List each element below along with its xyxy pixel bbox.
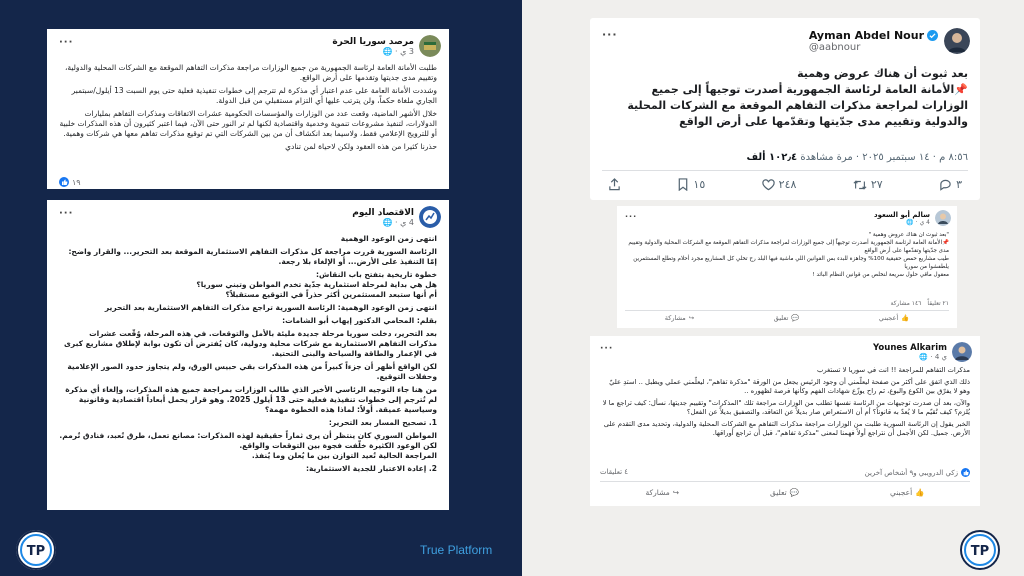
comment-button[interactable]: [774, 314, 800, 322]
tweet-line-2: الأمانة العامة لرئاسة الجمهورية أصدرت توجيهاً إلى جميع الوزارات لمراجعة مذكرات التفاهم الموقعة مع الشركات المحلية والدولية وتقييم مدى جدّيتها وتقدّمها على أرض الواقع: [627, 83, 968, 128]
like-reaction-icon: [961, 468, 970, 477]
divider: [625, 310, 949, 311]
post-author[interactable]: Younes Alkarim: [873, 343, 947, 353]
post-header: مرصد سوريا الحرة 3 ي · 🌐: [332, 35, 441, 57]
avatar[interactable]: [935, 210, 951, 226]
paragraph: بقلم: المحامي الدكتور إيهاب أبو الشامات:: [282, 316, 437, 325]
true-platform-logo: [16, 530, 56, 570]
tweet-views-label: مرة مشاهدة: [797, 152, 853, 163]
like-button[interactable]: [879, 314, 909, 322]
paragraph: طيب مشاريع حمص حقيقية 100% وجاهزة للبدء بس القوانين اللي ماشية فيها البلد رح تخلي كل المشاريع مجرد أحلام وتطلع المستثمرين يلطفشوا من سوريا: [633, 256, 949, 270]
reaction-summary[interactable]: [59, 177, 81, 187]
tweet-timestamp[interactable]: ٨:٥٦ م · ١٤ سبتمبر ٢٠٢٥ ·: [852, 152, 968, 163]
tp-logo-icon: [16, 530, 56, 570]
share-count[interactable]: ١٤٦ مشاركة: [890, 300, 922, 307]
globe-icon: 🌐: [382, 46, 393, 56]
tp-logo-text: TP: [970, 544, 990, 559]
tweet-views: ١٠٢٫٤ ألف: [746, 152, 798, 163]
tweet-meta: [746, 152, 968, 163]
paragraph: ذلك الذي اتفق على أكثر من صفحة ليعلّمني أن وجود الرئيس يجعل من الورقة "مذكرة تفاهم"، ليعلّمني عملي ويطبل .. استدِ عليّ وهو لا يفرّق بين الكوع والبوع، ثم راح يوزّع شهادات الفهم وكأنها فرصة لظهوره ..: [609, 378, 970, 395]
paragraph: خلال الأشهر الماضية، وقعت عدد من الوزارات والمؤسسات الحكومية عشرات الاتفاقات ومذكرات التفاهم بمليارات الدولارات، لتنفيذ مشروعات تنموية وخدمية واقتصادية لكنها لم تر النور حتى الآن، فيما اعتبر كثيرون أن هذه المذكرات خلبية أو للترويج الإعلامي فقط، ولاسيما بعد انكشاف أن من بين الشركات التي تم توقيع مذكرات تفاهم معها هي شركات وهمية.: [59, 109, 437, 138]
true-platform-logo-right: [960, 530, 1000, 570]
like-label: أعجبني: [890, 488, 913, 497]
post-time[interactable]: 3 ي: [400, 46, 414, 56]
paragraph: حذرنا كثيرا من هذه العقود ولكن لاحياة لمن تنادي: [285, 142, 437, 151]
bookmark-icon: [677, 178, 689, 191]
paragraph: لكن الواقع أظهر أن جزءاً كبيراً من هذه المذكرات بقي حبيس الورق، ولم يتجاوز حدود الصور الإعلامية وحفلات التوقيع.: [67, 362, 437, 381]
tp-logo-icon: [960, 530, 1000, 570]
post-body: [59, 234, 437, 506]
post-header: Younes Alkarim 🌐 · 4 ي: [873, 342, 972, 362]
paragraph: المراجعة الحالية تُعيد التوازن بين ما يُعلن وما يُنفذ.: [251, 451, 437, 460]
paragraph: الخبر يقول إن الرئاسة السورية طلبت من الوزارات مراجعة مذكرات التفاهم مع الشركات المحلية والدولية، وتحديد مدى التقدم على الأرض. جميل. لكن الأجمل أن نتراجع أولاً فهمنا لمعنى "مذكرة تفاهم"، قبل أن تراجع أوراقها.: [603, 420, 970, 437]
post-body: [625, 232, 949, 300]
globe-icon: 🌐: [906, 218, 914, 226]
paragraph: انتهى زمن الوعود الوهمية: الرئاسة السورية تراجع مذكرات التفاهم الاستثمارية بعد التحرير: [104, 303, 437, 312]
comment-count[interactable]: ٢١ تعليقاً: [927, 300, 949, 307]
post-actions: [625, 314, 949, 322]
tweet-handle[interactable]: @aabnour: [808, 42, 861, 53]
tweet-line-1: بعد ثبوت أن هناك عروض وهمية: [797, 67, 968, 80]
retweet-icon: [853, 179, 867, 191]
paragraph: بعد التحرير، دخلت سوريا مرحلة جديدة مليئة بالأمل والتوقعات. في هذه المرحلة، وُقّعت عشرات مذكرات التفاهم الاستثمارية مع شركات محلية ودولية، كان يُفترض أن تكون بوابة لإطلاق مشاريع كبرى في الإعمار والطاقة والسياحة والبنى التحتية.: [64, 329, 437, 358]
paragraph: 1. تصحيح المسار بعد التحرير:: [328, 418, 437, 427]
bookmark-button[interactable]: [677, 178, 705, 191]
paragraph: والآن، بعد أن صدرت توجيهات من الرئاسة نفسها تطلب من الوزارات مراجعة تلك "المذكرات" وتقييم جديتها، نسأل: كيف تراجع ما لا يُلزم؟ كيف تُقيّم ما لا يُعدّ به قانوناً؟ أم أن الاستعراض صار بديلاً عن التعاقد، والتصفيق بديلاً عن الفعل؟: [602, 399, 970, 416]
thumbs-up-icon: 👍: [915, 488, 925, 497]
post-author[interactable]: الاقتصاد اليوم: [352, 207, 414, 218]
brand-caption: True Platform: [420, 543, 493, 557]
post-author[interactable]: سالم أبو السعود: [873, 210, 930, 219]
like-label: أعجبني: [878, 314, 899, 322]
divider: [602, 170, 968, 171]
post-stats: [625, 300, 949, 307]
share-label: مشاركة: [664, 314, 686, 322]
more-options-icon[interactable]: ···: [59, 208, 74, 219]
post-body: [600, 366, 970, 464]
reactors-text: زكي الدرويبي و٩ أشخاص آخرين: [864, 468, 958, 477]
retweet-count: ٢٧: [870, 178, 883, 191]
reaction-count: ١٩: [72, 177, 81, 187]
comment-icon: 💬: [789, 488, 800, 497]
like-reaction-icon: [59, 177, 69, 187]
facebook-post-top-left: [47, 29, 449, 189]
share-label: مشاركة: [645, 488, 670, 497]
post-header: الاقتصاد اليوم 4 ي · 🌐: [352, 206, 441, 228]
post-time[interactable]: 4 ي: [919, 218, 930, 226]
paragraph: الرئاسة السورية قررت مراجعة كل مذكرات التفاهم الاستثمارية الموقعة بعد التحرير... والقرار واضح: إمّا التنفيذ على الأرض... أو الإلغاء بلا رجعة.: [68, 247, 437, 266]
more-options-icon[interactable]: ···: [59, 37, 74, 48]
avatar[interactable]: [419, 35, 441, 57]
avatar[interactable]: [419, 206, 441, 228]
avatar[interactable]: [952, 342, 972, 362]
paragraph: من هنا جاء التوجيه الرئاسي الأخير الذي طالب الوزارات بمراجعة جميع هذه المذكرات، وإلغاء أي مذكرة لم تُترجم إلى خطوات تنفيذية فعلية حتى 13 أيلول 2025. وهو قرار يحمل أبعاداً اقتصادية وقانونية وسياسية عميقة. أولاً: لماذا هذه الخطوة مهمة؟: [65, 385, 437, 414]
globe-icon: 🌐: [919, 353, 929, 361]
retweet-button[interactable]: [853, 178, 883, 191]
post-header: سالم أبو السعود 4 ي · 🌐: [874, 210, 951, 226]
paragraph: 📌الأمانة العامة لرئاسة الجمهورية أصدرت توجيهاً إلى جميع الوزارات لمراجعة مذكرات التفاهم الموقعة مع الشركات المحلية والدولية وتقييم مدى جدّيتها وتقدّمها على أرض الواقع: [628, 240, 949, 254]
comment-count[interactable]: ٤ تعليقات: [600, 468, 629, 476]
like-button[interactable]: [762, 178, 797, 191]
share-button[interactable]: [608, 178, 621, 191]
post-time[interactable]: 4 ي: [400, 217, 414, 227]
paragraph: "بعد ثبوت أن هناك عروض وهمية ": [868, 232, 949, 238]
facebook-post-bottom-left: [47, 200, 449, 510]
facebook-post-mid-right: [617, 206, 957, 328]
paragraph: معقول ماقي حلول سريعة لنخلص من قوانين النظام البائد !: [812, 272, 949, 279]
facebook-post-bottom-right: [590, 336, 980, 506]
post-author[interactable]: مرصد سوريا الحرة: [332, 36, 414, 47]
more-options-icon[interactable]: ···: [625, 212, 638, 221]
verified-badge-icon: [927, 30, 938, 41]
more-options-icon[interactable]: ···: [600, 344, 614, 354]
reply-button[interactable]: [939, 178, 962, 191]
tweet-header: [809, 28, 970, 54]
avatar[interactable]: [944, 28, 970, 54]
share-icon: [608, 178, 621, 191]
pin-icon: 📌: [954, 83, 968, 96]
comment-label: تعليق: [773, 314, 789, 322]
divider: [600, 481, 970, 482]
post-time[interactable]: 4 ي: [934, 353, 947, 361]
more-options-icon[interactable]: ···: [602, 28, 618, 41]
tweet-actions: [608, 178, 962, 191]
tp-logo-text: TP: [26, 544, 46, 559]
reply-icon: [939, 179, 952, 191]
comment-label: تعليق: [769, 488, 787, 497]
tweet-card: [590, 18, 980, 200]
paragraph: وشددت الأمانة العامة على عدم اعتبار أي مذكرة لم تترجم إلى خطوات تنفيذية فعلية حتى يوم السبت 13 أيلول/سبتمبر الجاري ملغاة حكماً، ولن يترتب عليها أي التزام مستقبلي من قبل الدولة.: [71, 86, 437, 105]
paragraph: انتهى زمن الوعود الوهمية: [340, 234, 437, 243]
tweet-body: [604, 66, 968, 130]
like-button[interactable]: [890, 488, 925, 497]
like-count: ٢٤٨: [778, 178, 797, 191]
post-body: [59, 63, 437, 173]
globe-icon: 🌐: [382, 217, 393, 227]
bookmark-count: ١٥: [693, 178, 706, 191]
paragraph: المواطن السوري كان ينتظر أن يرى ثماراً حقيقية لهذه المذكرات: مصانع تعمل، طرق تُعبد، فنادق تُرمم. لكن الوعود الكثيرة خلّفت فجوة بين التوقعات والواقع.: [59, 431, 437, 450]
paragraph: مذكرات التفاهم للمراجعة !! انت في سوريا لا تستغرب: [817, 366, 970, 374]
tweet-author[interactable]: Ayman Abdel Nour: [808, 29, 924, 42]
share-icon: ↪: [672, 488, 680, 497]
reply-count: ٣: [956, 178, 962, 191]
post-actions: [600, 488, 970, 497]
comment-button[interactable]: [770, 488, 799, 497]
heart-icon: [762, 179, 775, 191]
paragraph: أم أنها ستبعد المستثمرين أكثر حذراً في التوقيع مستقبلاً؟: [225, 290, 437, 299]
paragraph: خطوة تاريخية بتفتح باب النقاش:: [316, 270, 437, 279]
thumbs-up-icon: 👍: [901, 314, 910, 322]
paragraph: 2. إعادة الاعتبار للجدية الاستثمارية:: [306, 464, 437, 473]
share-button[interactable]: [665, 314, 694, 322]
share-icon: ↪: [688, 314, 695, 322]
comment-icon: 💬: [791, 314, 800, 322]
paragraph: طلبت الأمانة العامة لرئاسة الجمهورية من جميع الوزارات مراجعة مذكرات التفاهم الموقعة مع الشركات المحلية والدولية، وتقييم مدى جديتها وتقدمها على أرض الواقع.: [64, 63, 437, 82]
post-stats: [600, 468, 970, 477]
share-button[interactable]: [646, 488, 680, 497]
paragraph: هل هي بداية لمرحلة استثمارية جدّية تخدم المواطن وتبني سوريا؟: [196, 280, 437, 289]
reaction-summary[interactable]: [865, 468, 970, 477]
